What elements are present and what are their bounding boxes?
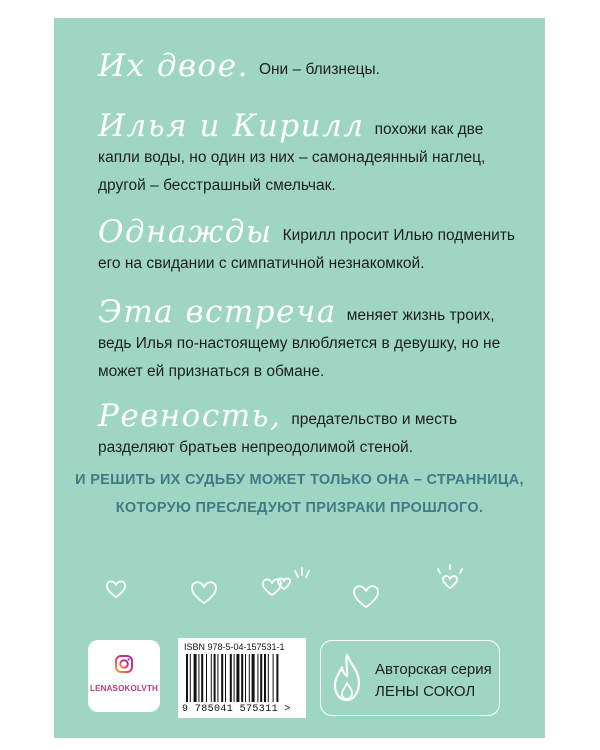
barcode-bar <box>249 654 250 702</box>
heart-icon <box>438 565 462 573</box>
isbn-label: ISBN 978-5-04-157531-1 <box>184 642 285 652</box>
barcode-bar <box>276 654 278 702</box>
heart-icon <box>443 576 457 588</box>
heart-icon <box>354 586 378 607</box>
barcode-bar <box>214 654 216 702</box>
barcode-bar <box>236 654 239 702</box>
flame-icon <box>331 653 363 703</box>
barcode-bar <box>225 654 226 702</box>
script-lead-3: Однажды <box>98 214 273 250</box>
heart-icon <box>107 581 125 597</box>
barcode-bar <box>221 654 223 702</box>
script-lead-4: Эта встреча <box>98 294 337 330</box>
barcode-bar <box>241 654 243 702</box>
barcode-bar <box>268 654 269 702</box>
series-label: Авторская серия <box>375 661 492 678</box>
instagram-icon <box>114 654 134 674</box>
paragraph-5 <box>98 398 518 462</box>
series-author: ЛЕНЫ СОКОЛ <box>375 683 476 700</box>
barcode-bar <box>186 654 188 702</box>
barcode-bar <box>257 654 258 702</box>
back-cover <box>54 18 545 738</box>
paragraph-text-3: Кирилл просит Илью подменить его на свидании с симпатичной незнакомкой. <box>98 227 515 272</box>
heart-icon <box>295 568 309 577</box>
paragraph-text-1: Они – близнецы. <box>258 61 380 78</box>
barcode-block <box>178 638 306 718</box>
script-lead-2: Илья и Кирилл <box>98 108 365 144</box>
barcode-bar <box>234 654 235 702</box>
paragraph-4 <box>98 294 518 386</box>
script-lead-5: Ревность, <box>98 398 282 434</box>
barcode-bar <box>260 654 262 702</box>
instagram-badge[interactable] <box>88 640 160 712</box>
callout-line-1: И РЕШИТЬ ИХ СУДЬБУ МОЖЕТ ТОЛЬКО ОНА – СТРАННИЦА, <box>75 472 524 488</box>
barcode-bar <box>194 654 197 702</box>
script-lead-1: Их двое. <box>98 48 249 84</box>
paragraph-3 <box>98 214 518 278</box>
barcode-digits: 9 785041 575311 > <box>182 704 291 715</box>
callout-line-2: КОТОРУЮ ПРЕСЛЕДУЮТ ПРИЗРАКИ ПРОШЛОГО. <box>115 500 484 516</box>
paragraph-text-5: предательство и месть разделяют братьев непреодолимой стеной. <box>98 411 458 456</box>
barcode-bar <box>201 654 203 702</box>
series-badge <box>320 640 500 716</box>
paragraph-2 <box>98 108 518 200</box>
barcode-bar <box>252 654 255 702</box>
hearts-decoration <box>54 563 545 623</box>
barcode-bar <box>198 654 199 702</box>
paragraph-1 <box>98 48 518 84</box>
paragraph-text-4: меняет жизнь троих, ведь Илья по-настоящему влюбляется в девушку, но не может ей признаться в обмане. <box>98 307 501 380</box>
paragraph-text-2: похожи как две капли воды, но один из них – самонадеянный наглец, другой – бесстрашный смельчак. <box>98 121 486 194</box>
instagram-handle: LENASOKOLVTH <box>89 684 159 693</box>
barcode-bar <box>211 654 212 702</box>
barcode-bar <box>245 654 246 702</box>
barcode-bar <box>190 654 191 702</box>
barcode-bar <box>217 654 218 702</box>
barcode-icon <box>184 654 300 704</box>
barcode-bar <box>264 654 266 702</box>
barcode-bar <box>206 654 207 702</box>
barcode-bar <box>273 654 274 702</box>
heart-icon <box>192 582 216 603</box>
barcode-bar <box>230 654 232 702</box>
